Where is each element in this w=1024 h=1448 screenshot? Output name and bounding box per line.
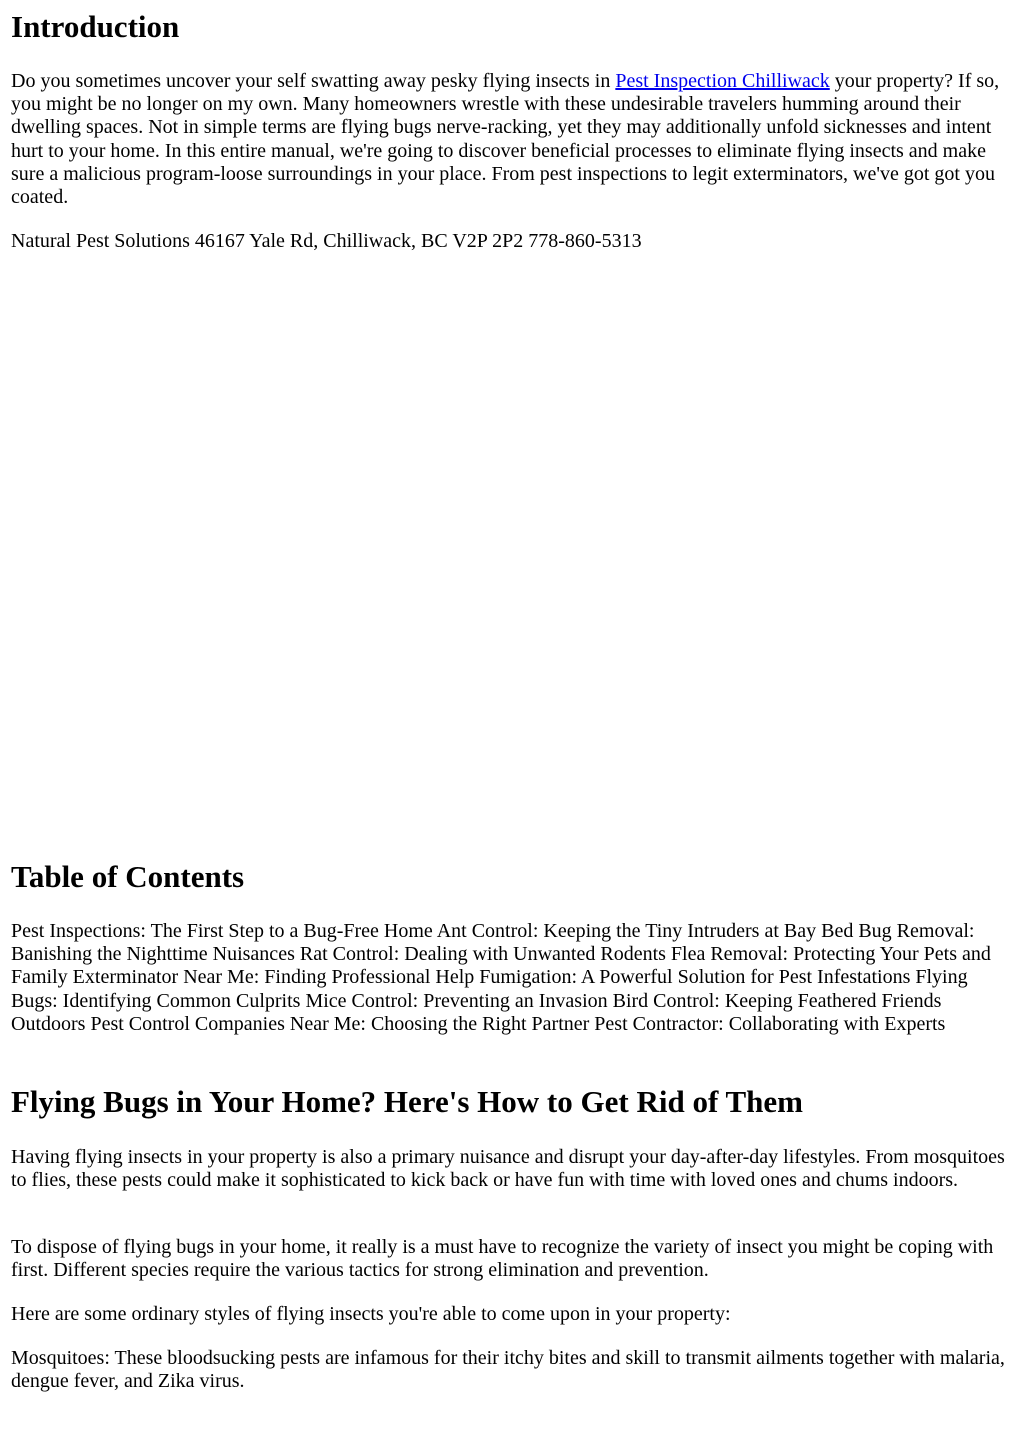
intro-text-before-link: Do you sometimes uncover your self swatting away pesky flying insects in xyxy=(11,70,616,92)
flying-bugs-paragraph-2: To dispose of flying bugs in your home, it really is a must have to recognize the variety of insect you might be coping with first. Different species require the various tactics for strong elimination and prevention. xyxy=(11,1236,994,1282)
flying-bugs-heading: Flying Bugs in Your Home? Here's How to Get Rid of Them xyxy=(11,1084,803,1119)
intro-text-after-link: your property? If so, you might be no longer on my own. Many homeowners wrestle with these undesirable travelers humming around their dwelling spaces. Not in simple terms are flying bugs nerve-racking, yet they may additionally unfold sicknesses and intent hurt to your home. In this entire manual, we're going to discover beneficial processes to eliminate flying insects and make sure a malicious program-loose surroundings in your place. From pest inspections to legit exterminators, we've got got you coated. xyxy=(11,70,1000,209)
flying-bugs-paragraph-3: Here are some ordinary styles of flying insects you're able to come upon in your property: xyxy=(11,1303,731,1325)
table-of-contents-heading: Table of Contents xyxy=(11,859,245,894)
pest-inspection-link[interactable]: Pest Inspection Chilliwack xyxy=(615,70,830,92)
introduction-paragraph xyxy=(11,70,1015,209)
table-of-contents-text: Pest Inspections: The First Step to a Bug-Free Home Ant Control: Keeping the Tiny Intruders at Bay Bed Bug Removal: Banishing the Nighttime Nuisances Rat Control: Dealing with Unwanted Rodents Flea Removal: Protecting Your Pets and Family Exterminator Near Me: Finding Professional Help Fumigation: A Powerful Solution for Pest Infestations Flying Bugs: Identifying Common Culprits Mice Control: Preventing an Invasion Bird Control: Keeping Feathered Friends Outdoors Pest Control Companies Near Me: Choosing the Right Partner Pest Contractor: Collaborating with Experts xyxy=(11,920,991,1035)
introduction-heading: Introduction xyxy=(11,9,180,44)
mosquitoes-paragraph: Mosquitoes: These bloodsucking pests are infamous for their itchy bites and skill to transmit ailments together with malaria, dengue fever, and Zika virus. xyxy=(11,1347,1005,1393)
embedded-content-placeholder xyxy=(11,262,1015,852)
flying-bugs-paragraph-1: Having flying insects in your property is also a primary nuisance and disrupt your day-after-day lifestyles. From mosquitoes to flies, these pests could make it sophisticated to kick back or have fun with time with loved ones and chums indoors. xyxy=(11,1146,1005,1192)
business-address: Natural Pest Solutions 46167 Yale Rd, Chilliwack, BC V2P 2P2 778-860-5313 xyxy=(11,230,642,252)
